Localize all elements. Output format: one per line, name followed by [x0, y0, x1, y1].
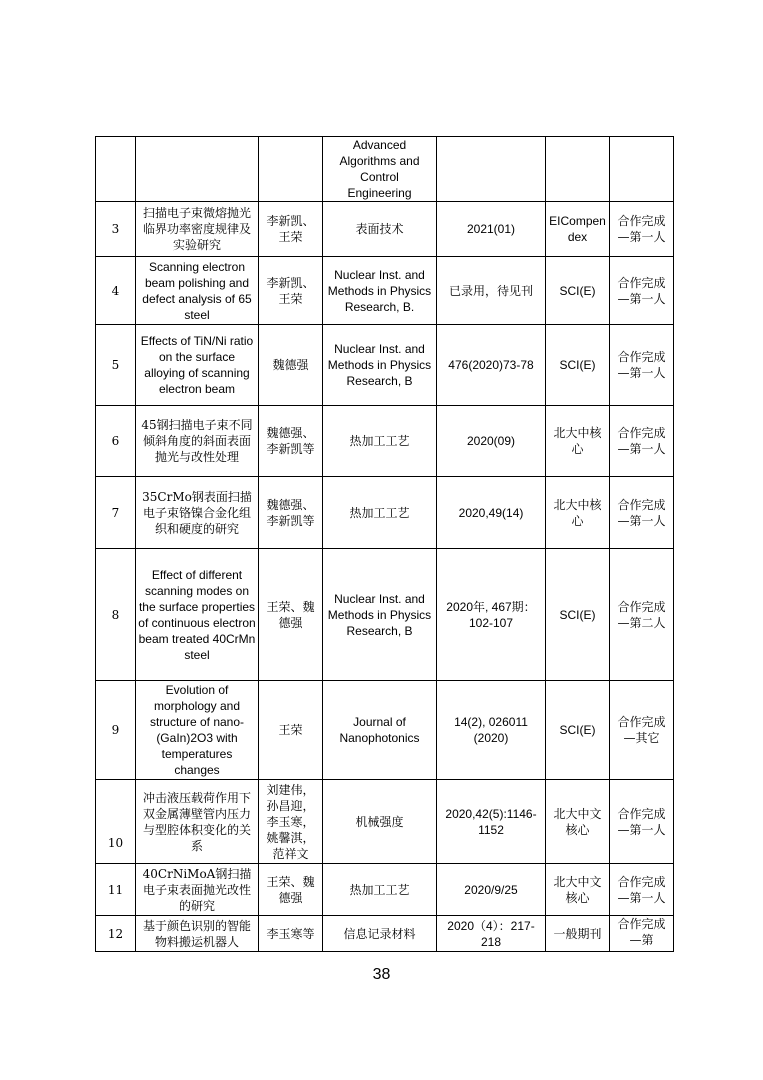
paper-authors: 魏德强、李新凯等: [259, 406, 323, 477]
journal-name: Advanced Algorithms and Control Engineering: [323, 137, 437, 202]
row-number: 12: [96, 916, 136, 952]
index-level: SCI(E): [546, 681, 610, 780]
row-number: [96, 137, 136, 202]
author-role: 合作完成—第一人: [610, 406, 674, 477]
issue-info: 476(2020)73-78: [437, 325, 546, 406]
row-number: 3: [96, 202, 136, 257]
table-row: [96, 681, 674, 780]
index-level: 一般期刊: [546, 916, 610, 952]
paper-authors: 刘建伟，孙昌迎，李玉寒，姚馨淇，范祥文: [259, 780, 323, 864]
table-row: [96, 325, 674, 406]
index-level: [546, 137, 610, 202]
paper-title: 40CrNiMoA钢扫描电子束表面抛光改性的研究: [136, 864, 259, 916]
row-number: 8: [96, 549, 136, 681]
issue-info: 2020年, 467期：102-107: [437, 549, 546, 681]
table-row: [96, 864, 674, 916]
journal-name: 机械强度: [323, 780, 437, 864]
index-level: SCI(E): [546, 257, 610, 325]
paper-title: 35CrMo钢表面扫描电子束铬镍合金化组织和硬度的研究: [136, 477, 259, 549]
author-role: 合作完成—第一人: [610, 780, 674, 864]
issue-info: 2020,49(14): [437, 477, 546, 549]
journal-name: 热加工工艺: [323, 406, 437, 477]
issue-info: 2020（4）：217-218: [437, 916, 546, 952]
index-level: SCI(E): [546, 549, 610, 681]
journal-name: 信息记录材料: [323, 916, 437, 952]
author-role: 合作完成—第一人: [610, 257, 674, 325]
page-number: 38: [372, 966, 391, 983]
row-number: 9: [96, 681, 136, 780]
index-level: 北大中文核心: [546, 780, 610, 864]
paper-title: 冲击液压载荷作用下双金属薄壁管内压力与型腔体积变化的关系: [136, 780, 259, 864]
issue-info: 2021(01): [437, 202, 546, 257]
paper-authors: 李玉寒等: [259, 916, 323, 952]
table-row: [96, 549, 674, 681]
paper-authors: 李新凯、王荣: [259, 202, 323, 257]
index-level: 北大中文核心: [546, 864, 610, 916]
paper-authors: 王荣、魏德强: [259, 549, 323, 681]
paper-authors: 魏德强、李新凯等: [259, 477, 323, 549]
paper-authors: 魏德强: [259, 325, 323, 406]
paper-title: Scanning electron beam polishing and defect analysis of 65 steel: [136, 257, 259, 325]
paper-title: 扫描电子束微熔抛光临界功率密度规律及实验研究: [136, 202, 259, 257]
author-role: 合作完成—其它: [610, 681, 674, 780]
journal-name: 表面技术: [323, 202, 437, 257]
paper-authors: 李新凯、王荣: [259, 257, 323, 325]
row-number: 10: [96, 780, 136, 864]
table-row: [96, 257, 674, 325]
issue-info: 2020(09): [437, 406, 546, 477]
table-row: [96, 202, 674, 257]
paper-title: Evolution of morphology and structure of nano-(GaIn)2O3 with temperatures changes: [136, 681, 259, 780]
table-row: [96, 477, 674, 549]
author-role: 合作完成—第一人: [610, 864, 674, 916]
journal-name: Nuclear Inst. and Methods in Physics Research, B: [323, 549, 437, 681]
journal-name: Nuclear Inst. and Methods in Physics Research, B: [323, 325, 437, 406]
paper-title: Effects of TiN/Ni ratio on the surface alloying of scanning electron beam: [136, 325, 259, 406]
row-number: 11: [96, 864, 136, 916]
author-role: 合作完成—第一人: [610, 477, 674, 549]
issue-info: 14(2), 026011 (2020): [437, 681, 546, 780]
journal-name: 热加工工艺: [323, 477, 437, 549]
table-row: [96, 780, 674, 864]
table-row: [96, 406, 674, 477]
journal-name: Journal of Nanophotonics: [323, 681, 437, 780]
paper-title: [136, 137, 259, 202]
author-role: 合作完成—第一人: [610, 325, 674, 406]
row-number: 7: [96, 477, 136, 549]
author-role: 合作完成—第一人: [610, 202, 674, 257]
index-level: 北大中核心: [546, 406, 610, 477]
issue-info: 2020/9/25: [437, 864, 546, 916]
paper-title: Effect of different scanning modes on the surface properties of continuous electron beam treated 40CrMn steel: [136, 549, 259, 681]
journal-name: Nuclear Inst. and Methods in Physics Research, B.: [323, 257, 437, 325]
table-row: [96, 137, 674, 202]
author-role: 合作完成—第二人: [610, 549, 674, 681]
table-row: [96, 916, 674, 952]
issue-info: 2020,42(5):1146-1152: [437, 780, 546, 864]
journal-name: 热加工工艺: [323, 864, 437, 916]
index-level: EICompendex: [546, 202, 610, 257]
index-level: SCI(E): [546, 325, 610, 406]
row-number: 6: [96, 406, 136, 477]
paper-authors: 王荣: [259, 681, 323, 780]
row-number: 4: [96, 257, 136, 325]
author-role: 合作完成—第: [610, 916, 674, 952]
paper-title: 45钢扫描电子束不同倾斜角度的斜面表面抛光与改性处理: [136, 406, 259, 477]
issue-info: [437, 137, 546, 202]
author-role: [610, 137, 674, 202]
issue-info: 已录用，待见刊: [437, 257, 546, 325]
row-number: 5: [96, 325, 136, 406]
paper-title: 基于颜色识别的智能物料搬运机器人: [136, 916, 259, 952]
publication-table: [95, 136, 674, 952]
paper-authors: [259, 137, 323, 202]
index-level: 北大中核心: [546, 477, 610, 549]
paper-authors: 王荣、魏德强: [259, 864, 323, 916]
